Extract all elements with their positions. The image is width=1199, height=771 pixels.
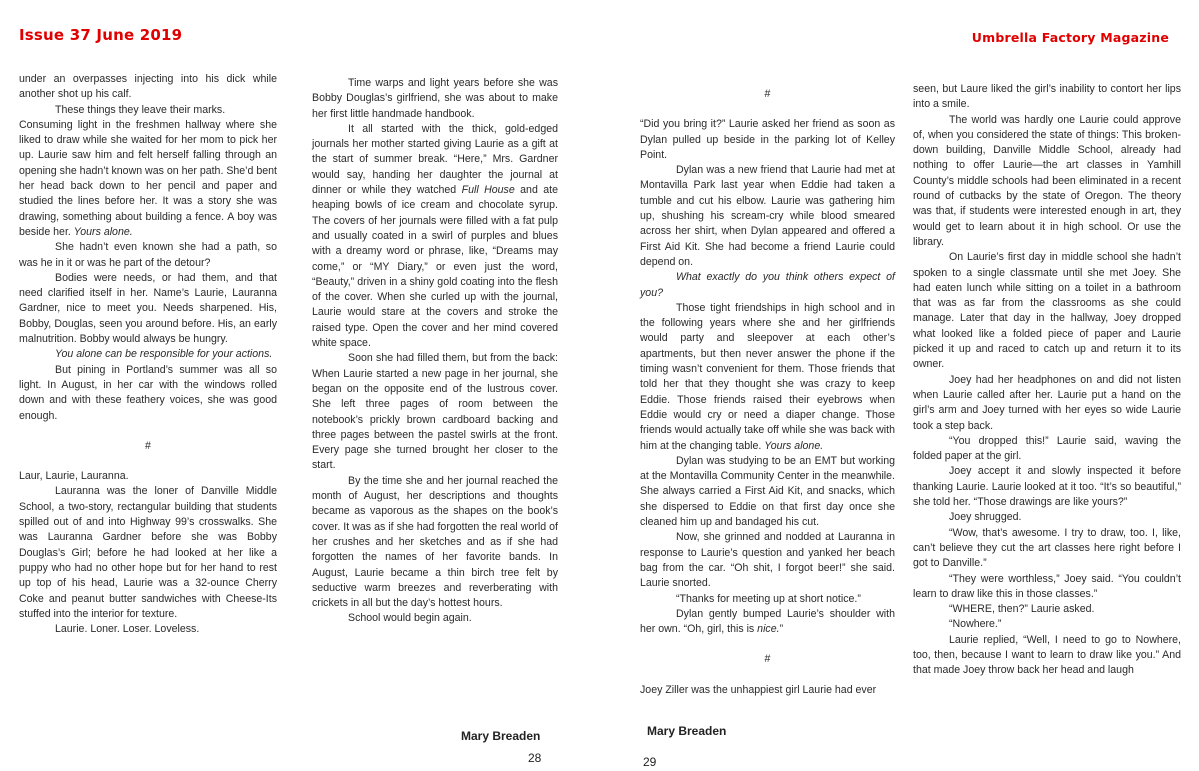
paragraph: On Laurie’s first day in middle school she hadn’t spoken to a single classmate until she met Joey. She had eaten lunch while sitting on a toilet in a bathroom that was as far from the classrooms as she could manage. Later that day in the hallway, Joey dropped what looked like a folded piece of paper and Laurie picked it up and raced to catch up and return it to its owner. xyxy=(913,251,1181,371)
paragraph: “Wow, that’s awesome. I try to draw, too. I, like, can’t believe they cut the art classes here right before I got to Danville.” xyxy=(913,526,1181,570)
paragraph: Joey Ziller was the unhappiest girl Laurie had ever xyxy=(640,683,877,696)
paragraph-spacer xyxy=(640,102,895,117)
paragraph-spacer xyxy=(19,424,277,439)
paragraph: Now, she grinned and nodded at Lauranna in response to Laurie’s question and yanked her beach bag from the car. “Oh shit, I forgot beer!” she said. Laurie snorted. xyxy=(640,531,895,590)
paragraph: Dylan was studying to be an EMT but working at the Montavilla Community Center in the meanwhile. She always carried a First Aid Kit, and snacks, which she dispersed to Eddie on that first day once she cleaned him up and bandaged his cut. xyxy=(640,454,895,529)
paragraph: You alone can be responsible for your actions. xyxy=(55,348,273,361)
section-break: # xyxy=(145,439,151,452)
paragraph: Joey accept it and slowly inspected it before thanking Laurie. Laurie looked at it too. “It’s so beautiful,” she told her. “Those drawings are like yours?” xyxy=(913,465,1181,509)
paragraph: “You dropped this!” Laurie said, waving the folded paper at the girl. xyxy=(913,434,1181,463)
text-column-2 xyxy=(312,76,558,627)
paragraph: “They were worthless,” Joey said. “You couldn’t learn to draw like this in those classes.” xyxy=(913,572,1181,600)
author-right: Mary Breaden xyxy=(647,724,727,738)
paragraph: Lauranna was the loner of Danville Middle School, a two-story, rectangular building that students spilled out of and into Highway 99’s crosswalks. She was Lauranna Gardner before she was Bobby Douglas’s Girl; before he had looked at her like a puppy who had no other hope but for her hand to rest up top of his head, Laurie was a 32-ounce Cherry Coke and peanut butter sandwiches with Cheese-Its stuffed into the interior for texture. xyxy=(19,485,277,620)
paragraph: Laurie. Loner. Loser. Loveless. xyxy=(55,623,200,636)
text-column-1 xyxy=(19,72,277,637)
paragraph: “Did you bring it?” Laurie asked her friend as soon as Dylan pulled up beside in the parking lot of Kelley Point. xyxy=(640,118,895,161)
paragraph: Time warps and light years before she was Bobby Douglas’s girlfriend, she was about to make her first little handmade handbook. xyxy=(312,77,558,120)
page-number-right: 29 xyxy=(643,755,657,769)
section-break: # xyxy=(764,653,771,666)
paragraph: “Thanks for meeting up at short notice.” xyxy=(676,592,861,605)
paragraph: Laur, Laurie, Lauranna. xyxy=(19,470,129,483)
paragraph: under an overpasses injecting into his dick while another shot up his calf. xyxy=(19,73,277,101)
paragraph-spacer xyxy=(19,454,277,469)
paragraph: seen, but Laure liked the girl’s inability to contort her lips into a smile. xyxy=(913,83,1181,111)
paragraph: These things they leave their marks. xyxy=(55,103,226,116)
paragraph: Joey shrugged. xyxy=(949,511,1022,524)
paragraph: “Nowhere.” xyxy=(949,618,1002,631)
magazine-title: Umbrella Factory Magazine xyxy=(971,30,1169,45)
paragraph: Dylan gently bumped Laurie’s shoulder with her own. “Oh, girl, this is nice.” xyxy=(640,607,895,636)
issue-header: Issue 37 June 2019 xyxy=(19,26,183,44)
paragraph: “WHERE, then?” Laurie asked. xyxy=(949,603,1095,616)
paragraph: Bodies were needs, or had them, and that need clarified itself in her. Name’s Laurie, Lauranna Gardner, nice to meet you. Needs sharpened. His, Bobby, Douglas, seen you around before. His, an early malnutrition. Bobby would always be hungry. xyxy=(19,271,277,346)
author-left: Mary Breaden xyxy=(461,729,541,743)
paragraph: Consuming light in the freshmen hallway where she liked to draw while she waited for her mom to pick her up. Laurie saw him and felt herself falling through an opening she hadn’t known was on her path. She’d bent her head back down to her pencil and paper and studied the lines before her. It was a story she was drawing, something about building a fence. A boy was beside her. Yours alone. xyxy=(19,118,277,238)
paragraph: Soon she had filled them, but from the back: When Laurie started a new page in her journal, she began on the opposite end of the lustrous cover. She left three pages of room between the notebook’s prickly brown cardboard backing and three pages between the pastel swirls at the front. Every page she turned brought her closer to the start. xyxy=(312,352,558,472)
paragraph: What exactly do you think others expect of you? xyxy=(640,271,895,299)
paragraph: Dylan was a new friend that Laurie had met at Montavilla Park last year when Eddie had taken a tumble and cut his elbow. Laurie was gathering him up, shushing his scream-cry while blood smeared across her shirt, when Dylan appeared and offered a First Aid Kit. She had become a friend Laurie could depend on. xyxy=(640,164,895,268)
paragraph-spacer xyxy=(640,668,895,683)
paragraph: Laurie replied, “Well, I need to go to Nowhere, too, then, because I want to learn to draw like you.” And that made Joey throw back her head and laugh xyxy=(913,633,1181,677)
section-break: # xyxy=(764,88,771,100)
paragraph: School would begin again. xyxy=(348,612,472,625)
paragraph: By the time she and her journal reached the month of August, her descriptions and thoughts became as vaporous as the shapes on the book’s cover. It was as if she had forgotten the real world of her crushes and her sketches and as if she had forgotten the names of her favorite bands. In August, Laurie became a thin birch tree felt by seductive warm breezes and reverberating with crickets in all but the day’s hottest hours. xyxy=(312,474,558,610)
text-column-3 xyxy=(640,87,895,698)
paragraph: Those tight friendships in high school and in the following years where she and her girlfriends would party and sleepover at each other’s apartments, but then never answer the phone if the timing wasn’t convenient for them. Those friends that told her that they thought she was crazy to keep Eddie. Those friends raised their eyebrows when Eddie would cry or need a diaper change. Those friends would actually take off while she was back with him at the changing table. Yours alone. xyxy=(640,301,895,452)
paragraph: It all started with the thick, gold-edged journals her mother started giving Laurie as a gift at the start of summer break. “Here,” Mrs. Gardner would say, handing her daughter the journal at dinner or while they watched Full House and ate heaping bowls of ice cream and chocolate syrup. The covers of her journals were filled with a fat pulp and usually coated in a swirl of purples and blues with a dreamy word or phrase, like, “Dreams may come,” or “MY Diary,” or even just the word, “Beauty,” driven in a shiny gold coating into the flesh of the cover. When she curled up with the journal, Laurie would stare at the covers and stroke the raised type. Open the cover and her mind covered white space. xyxy=(312,122,558,350)
text-column-4 xyxy=(913,82,1181,679)
paragraph: But pining in Portland’s summer was all so light. In August, in her car with the windows rolled down and with these feathery voices, she was good enough. xyxy=(19,363,277,422)
paragraph: The world was hardly one Laurie could approve of, when you considered the state of things: This broken-down building, Danville Middle School, already had nothing to offer Laurie—the art classes in Yamhill County’s middle schools had been eliminated in a recent round of cutbacks by the state of Oregon. The theory was that, if students were interested enough in art, they would get to learn about it in high school. Or use the library. xyxy=(913,113,1181,248)
page-number-left: 28 xyxy=(528,751,542,765)
paragraph-spacer xyxy=(640,637,895,652)
paragraph: Joey had her headphones on and did not listen when Laurie called after her. Laurie put a hand on the girl’s arm and Joey turned with her eyes so wide Laurie took a step back. xyxy=(913,373,1181,432)
paragraph: She hadn’t even known she had a path, so was he in it or was he part of the detour? xyxy=(19,241,277,269)
